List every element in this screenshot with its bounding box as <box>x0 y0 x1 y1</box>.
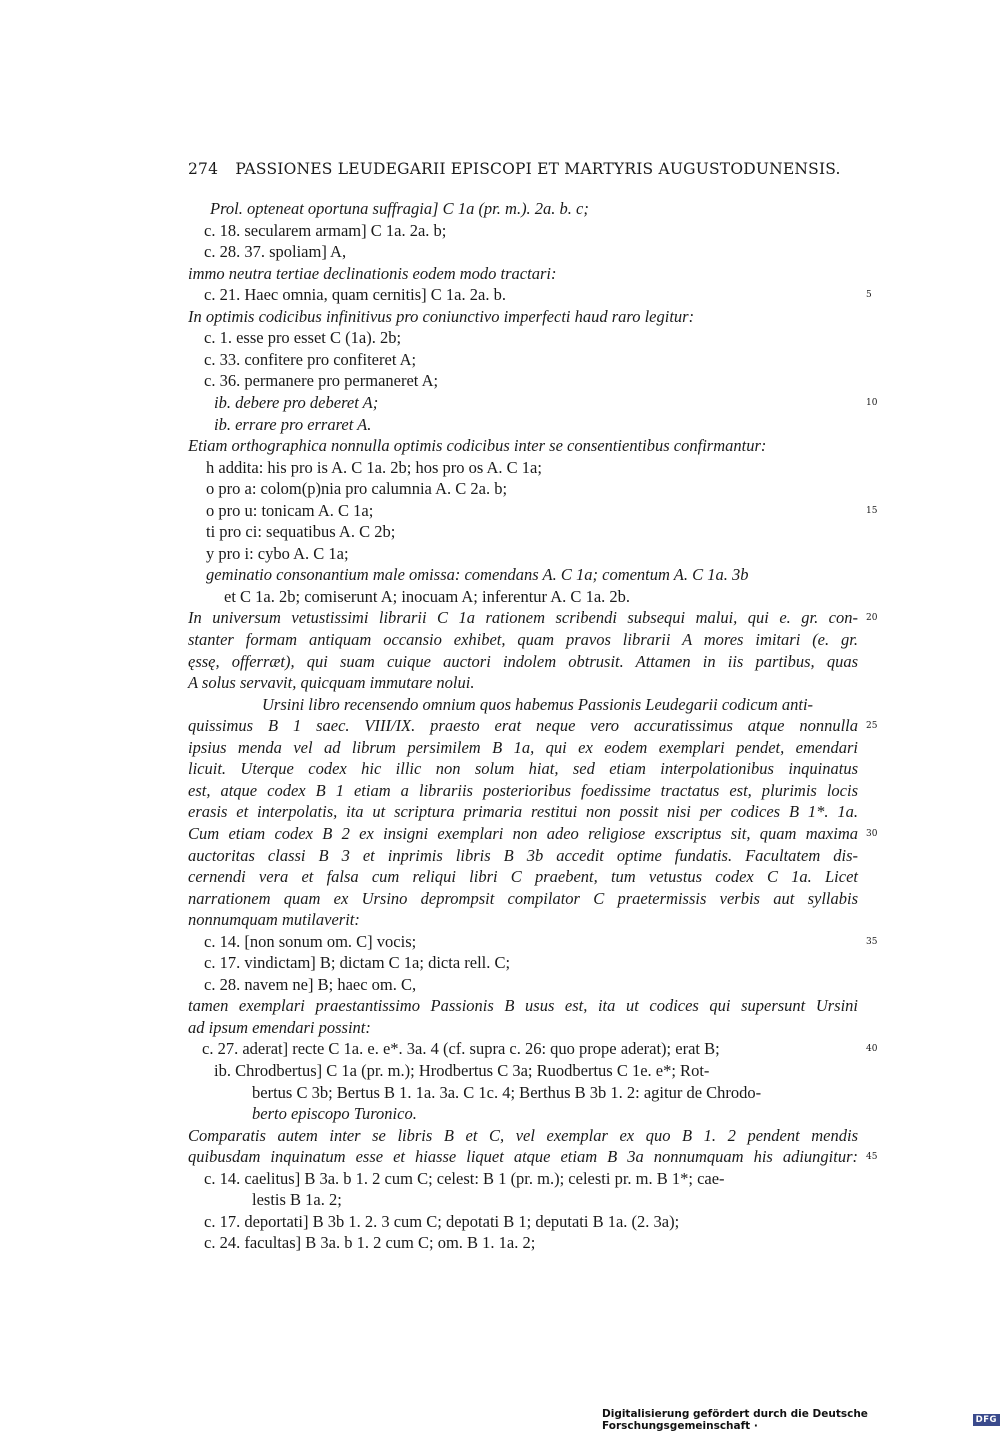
text-line <box>0 952 1000 974</box>
text-line <box>0 607 1000 629</box>
text-line <box>0 457 1000 479</box>
line-text: ib. Chrodbertus] C 1a (pr. m.); Hrodbertus C 3a; Ruodbertus C 1e. e*; Rot- <box>214 1061 710 1080</box>
text-line <box>0 521 1000 543</box>
line-text: Ursini libro recensendo omnium quos habemus Passionis Leudegarii codicum anti- <box>262 694 814 714</box>
text-line <box>0 823 1000 845</box>
text-line <box>0 198 1000 220</box>
line-text: quibusdam inquinatum esse et hiasse liquet atque etiam B 3a nonnumquam his adiungitur: <box>188 1147 858 1167</box>
text-line <box>0 888 1000 910</box>
line-text: narrationem quam ex Ursino deprompsit compilator C praetermissis verbis aut syllabis <box>188 888 858 908</box>
line-text: c. 18. secularem armam] C 1a. 2a. b; <box>204 220 447 240</box>
line-text: ib. debere pro deberet A; <box>214 392 379 412</box>
line-text: c. 24. facultas] B 3a. b 1. 2 cum C; om. B 1. 1a. 2; <box>204 1233 536 1253</box>
line-number: 10 <box>866 397 878 408</box>
text-line <box>0 909 1000 931</box>
text-line <box>0 263 1000 285</box>
line-text: est, atque codex B 1 etiam a librariis posterioribus foedissime tractatus est, plurimis locis <box>188 780 858 800</box>
line-text: c. 33. confitere pro confiteret A; <box>204 349 417 369</box>
line-text: Etiam orthographica nonnulla optimis codicibus inter se consentientibus confirmantur: <box>188 436 767 456</box>
line-text: c. 28. navem ne] B; haec om. C, <box>204 974 417 994</box>
text-line <box>0 306 1000 328</box>
text-line <box>0 1168 1000 1190</box>
line-text: c. 1. esse pro esset C (1a). 2b; <box>204 328 402 348</box>
line-number: 40 <box>866 1044 878 1055</box>
line-number: 5 <box>866 290 872 301</box>
text-line <box>0 1060 1000 1082</box>
line-text: h addita: his pro is A. C 1a. 2b; hos pro os A. C 1a; <box>206 457 542 477</box>
text-line <box>0 586 1000 608</box>
line-text: ipsius menda vel ad librum persimilem B 1a, qui ex eodem exemplari pendet, emendari <box>188 737 858 757</box>
line-text: Cum etiam codex B 2 ex insigni exemplari non adeo religiose exscriptus sit, quam maxima <box>188 823 858 843</box>
line-text: nonnumquam mutilaverit: <box>188 910 360 930</box>
line-text: geminatio consonantium male omissa: comendans A. C 1a; comentum A. C 1a. 3b <box>206 565 749 585</box>
line-text: tamen exemplari praestantissimo Passionis B usus est, ita ut codices qui supersunt Ursini <box>188 996 858 1016</box>
text-line <box>0 392 1000 414</box>
text-line <box>0 435 1000 457</box>
line-text: et C 1a. 2b; comiserunt A; inocuam A; inferentur A. C 1a. 2b. <box>224 586 631 606</box>
running-header <box>188 160 868 178</box>
line-number: 30 <box>866 828 878 839</box>
line-text: ib. errare pro erraret A. <box>214 414 372 434</box>
line-text: erasis et interpolatis, ita ut scriptura primaria restitui non possit nisi per codices B 1*. 1a. <box>188 802 858 822</box>
line-text: c. 17. deportati] B 3b 1. 2. 3 cum C; depotati B 1; deputati B 1a. (2. 3a); <box>204 1211 680 1231</box>
line-text: c. 27. aderat] recte C 1a. e. e*. 3a. 4 (cf. supra c. 26: quo prope aderat); erat B; <box>202 1039 720 1059</box>
line-text: lestis B 1a. 2; <box>252 1190 342 1210</box>
line-text: In universum vetustissimi librarii C 1a rationem scribendi subsequi malui, qui e. gr. con- <box>188 608 858 628</box>
line-text: ti pro ci: sequatibus A. C 2b; <box>206 522 396 542</box>
text-line <box>0 1189 1000 1211</box>
text-line <box>0 974 1000 996</box>
line-text: A solus servavit, quicquam immutare nolui. <box>188 673 475 693</box>
line-text: c. 14. [non sonum om. C] vocis; <box>204 931 417 951</box>
text-line <box>0 801 1000 823</box>
line-text: c. 14. caelitus] B 3a. b 1. 2 cum C; celest: B 1 (pr. m.); celesti pr. m. B 1*; cae- <box>204 1168 725 1188</box>
text-line <box>0 414 1000 436</box>
line-number: 15 <box>866 505 878 516</box>
text-line <box>0 866 1000 888</box>
text-line <box>0 220 1000 242</box>
text-line <box>0 543 1000 565</box>
text-line <box>0 327 1000 349</box>
running-title: PASSIONES LEUDEGARII EPISCOPI ET MARTYRIS AUGUSTODUNENSIS. <box>235 160 841 178</box>
text-line <box>0 672 1000 694</box>
line-text: auctoritas classi B 3 et inprimis libris B 3b accedit optime fundatis. Facultatem dis- <box>188 845 858 865</box>
text-line <box>0 1146 1000 1168</box>
line-text: Prol. opteneat oportuna suffragia] C 1a (pr. m.). 2a. b. c; <box>210 199 589 218</box>
text-line <box>0 780 1000 802</box>
text-line <box>0 995 1000 1017</box>
page-number: 274 <box>188 160 219 178</box>
line-text: immo neutra tertiae declinationis eodem modo tractari: <box>188 263 557 283</box>
text-line <box>0 1038 1000 1060</box>
line-text: berto episcopo Turonico. <box>252 1104 417 1124</box>
line-number: 45 <box>866 1152 878 1163</box>
line-text: Comparatis autem inter se libris B et C, vel exemplar ex quo B 1. 2 pendent mendis <box>188 1125 858 1145</box>
line-text: cernendi vera et falsa cum reliqui libri C praebent, tum vetustus codex C 1a. Licet <box>188 867 858 887</box>
line-text: c. 36. permanere pro permaneret A; <box>204 371 439 391</box>
line-text: c. 17. vindictam] B; dictam C 1a; dicta rell. C; <box>204 953 511 973</box>
text-line <box>0 241 1000 263</box>
text-line <box>0 564 1000 586</box>
text-line <box>0 370 1000 392</box>
line-text: bertus C 3b; Bertus B 1. 1a. 3a. C 1c. 4; Berthus B 3b 1. 2: agitur de Chrodo- <box>252 1082 762 1102</box>
text-line <box>0 284 1000 306</box>
digitization-footer <box>602 1408 1000 1432</box>
line-text: o pro a: colom(p)nia pro calumnia A. C 2a. b; <box>206 479 508 499</box>
line-text: In optimis codicibus infinitivus pro coniunctivo imperfecti haud raro legitur: <box>188 306 695 326</box>
line-number: 35 <box>866 936 878 947</box>
line-text: ęssę, offerræt), qui suam cuique auctori indolem obtrusit. Attamen in iis partibus, quas <box>188 651 858 671</box>
line-text: c. 28. 37. spoliam] A, <box>204 242 347 262</box>
text-line <box>0 845 1000 867</box>
text-line <box>0 1103 1000 1125</box>
text-line <box>0 651 1000 673</box>
line-text: y pro i: cybo A. C 1a; <box>206 543 349 563</box>
footer-credit: Digitalisierung gefördert durch die Deutsche Forschungsgemeinschaft · <box>602 1408 868 1432</box>
line-text: c. 21. Haec omnia, quam cernitis] C 1a. 2a. b. <box>204 285 506 305</box>
line-text: quissimus B 1 saec. VIII/IX. praesto erat neque vero accuratissimus atque nonnulla <box>188 716 858 736</box>
dfg-logo: DFG <box>973 1414 1000 1426</box>
line-number: 25 <box>866 721 878 732</box>
text-line <box>0 715 1000 737</box>
text-line <box>0 1125 1000 1147</box>
text-line <box>0 1017 1000 1039</box>
text-line <box>0 931 1000 953</box>
text-line <box>0 737 1000 759</box>
text-line <box>0 500 1000 522</box>
line-text: stanter formam antiquam occansio exhibet, quam pravos librarii A mores imitari (e. gr. <box>188 630 858 649</box>
text-line <box>0 694 1000 716</box>
text-line <box>0 629 1000 651</box>
text-line <box>0 1082 1000 1104</box>
line-text: ad ipsum emendari possint: <box>188 1017 371 1037</box>
line-text: o pro u: tonicam A. C 1a; <box>206 500 374 520</box>
text-line <box>0 1232 1000 1254</box>
line-number: 20 <box>866 613 878 624</box>
text-line <box>0 349 1000 371</box>
text-line <box>0 758 1000 780</box>
text-line <box>0 1211 1000 1233</box>
line-text: licuit. Uterque codex hic illic non solum hiat, sed etiam interpolationibus inquinatus <box>188 759 858 779</box>
text-line <box>0 478 1000 500</box>
